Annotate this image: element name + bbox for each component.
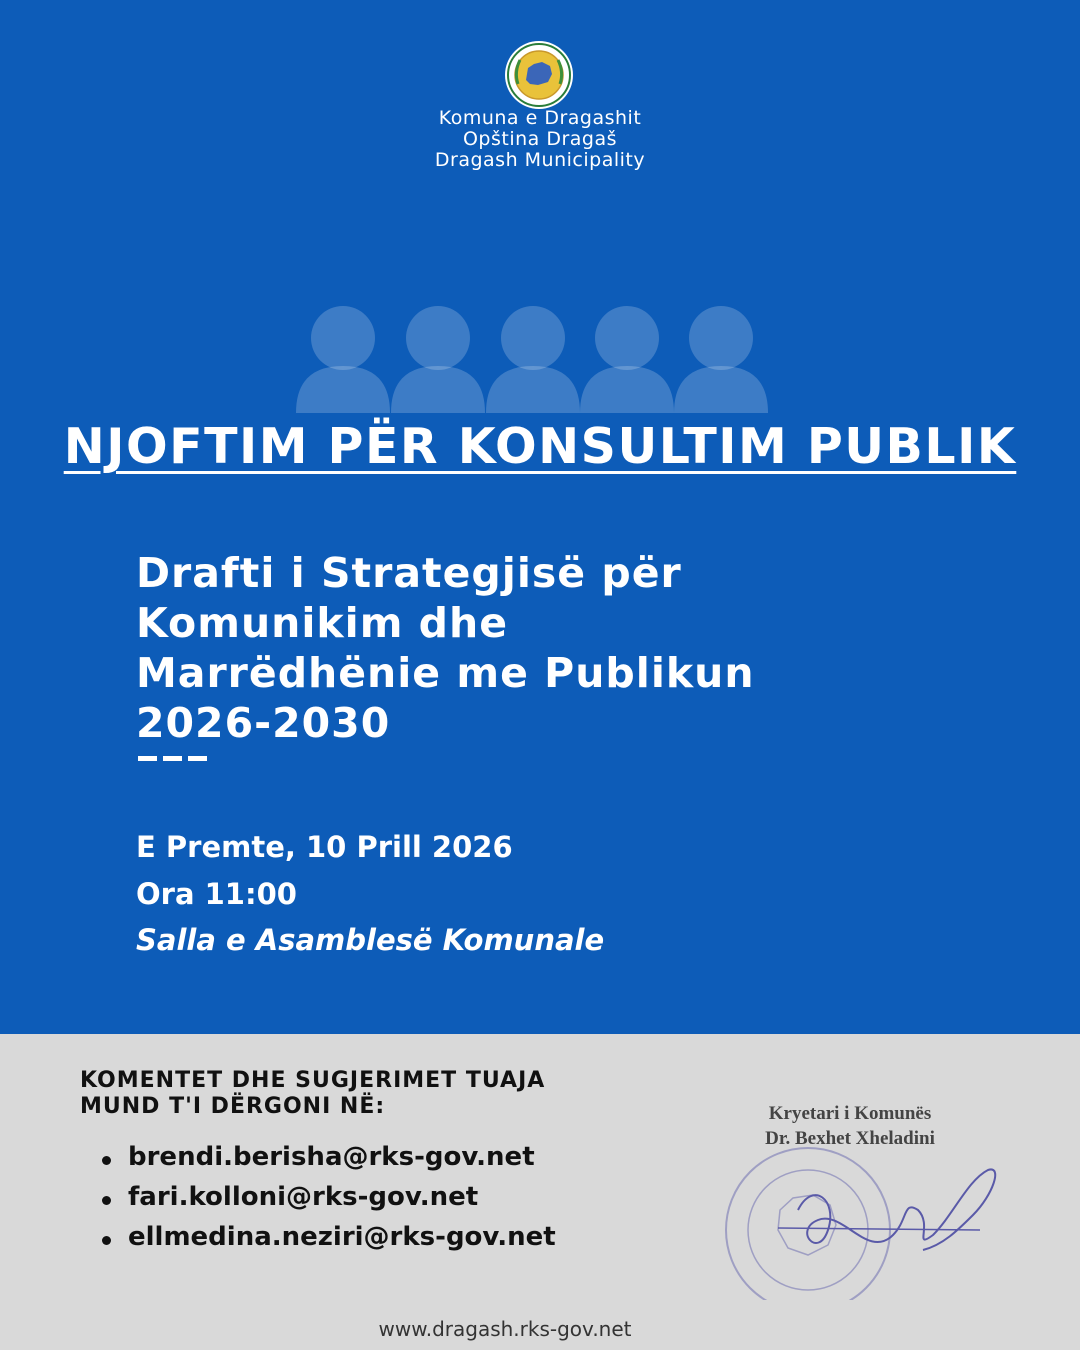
subtitle-line: Drafti i Strategjisë për	[136, 549, 682, 597]
comments-heading-line: MUND T'I DËRGONI NË:	[80, 1094, 386, 1119]
email-list	[100, 1142, 556, 1262]
email-link[interactable]: fari.kolloni@rks-gov.net	[100, 1182, 556, 1222]
municipality-name-serbian: Opština Dragaš	[462, 128, 618, 150]
dash-divider	[138, 756, 208, 764]
signatory-name: Dr. Bexhet Xheladini	[765, 1128, 935, 1149]
municipality-name-english: Dragash Municipality	[434, 149, 646, 171]
comments-heading-line: KOMENTET DHE SUGJERIMET TUAJA	[80, 1068, 546, 1093]
audience-people-icon	[296, 300, 772, 418]
website-link[interactable]: www.dragash.rks-gov.net	[378, 1317, 632, 1341]
official-stamp-icon	[726, 1148, 890, 1300]
subtitle-line: Marrëdhënie me Publikun	[136, 649, 755, 697]
event-venue: Salla e Asamblesë Komunale	[136, 923, 605, 957]
document-subtitle	[136, 548, 956, 748]
email-link[interactable]: brendi.berisha@rks-gov.net	[100, 1142, 556, 1182]
event-date: E Premte, 10 Prill 2026	[136, 830, 513, 864]
municipality-name-albanian: Komuna e Dragashit	[438, 107, 642, 129]
subtitle-line: 2026-2030	[136, 699, 391, 747]
event-time: Ora 11:00	[136, 877, 297, 911]
email-link[interactable]: ellmedina.neziri@rks-gov.net	[100, 1222, 556, 1262]
signature-stamp-area	[718, 1140, 1008, 1300]
subtitle-line: Komunikim dhe	[136, 599, 509, 647]
page-title: NJOFTIM PËR KONSULTIM PUBLIK	[63, 418, 1017, 475]
signatory-title: Kryetari i Komunës	[768, 1103, 932, 1124]
municipality-emblem-icon	[504, 40, 574, 110]
comments-heading	[80, 1068, 545, 1120]
